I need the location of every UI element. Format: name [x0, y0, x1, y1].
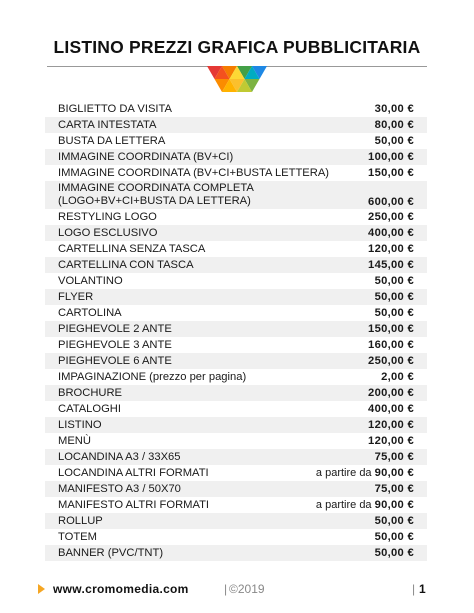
price-row-15: [45, 337, 427, 353]
item-price: 50,00 €: [374, 547, 414, 559]
item-price: 400,00 €: [368, 403, 414, 415]
item-price: 150,00 €: [368, 323, 414, 335]
price-row-27: [45, 529, 427, 545]
price-row-22: [45, 449, 427, 465]
item-price: 50,00 €: [374, 307, 414, 319]
price-row-3: [45, 133, 427, 149]
price-row-12: [45, 289, 427, 305]
price-row-21: [45, 433, 427, 449]
price-row-5: [45, 165, 427, 181]
item-label: VOLANTINO: [58, 274, 123, 287]
price-row-6: [45, 181, 427, 209]
item-label: BROCHURE: [58, 386, 123, 399]
item-price: 100,00 €: [368, 151, 414, 163]
item-label: LOCANDINA A3 / 33X65: [58, 450, 181, 463]
page-number: 1: [419, 582, 426, 596]
item-label: ROLLUP: [58, 514, 103, 527]
item-price: 120,00 €: [368, 419, 414, 431]
item-label: IMMAGINE COORDINATA (BV+CI+BUSTA LETTERA): [58, 166, 330, 179]
item-label: MANIFESTO ALTRI FORMATI: [58, 498, 210, 511]
item-note: a partire da: [315, 467, 372, 479]
price-row-11: [45, 273, 427, 289]
item-label: BUSTA DA LETTERA: [58, 134, 166, 147]
price-row-7: [45, 209, 427, 225]
price-row-4: [45, 149, 427, 165]
item-price: 75,00 €: [374, 451, 414, 463]
price-row-25: [45, 497, 427, 513]
price-row-13: [45, 305, 427, 321]
item-price: 250,00 €: [368, 355, 414, 367]
item-label: PIEGHEVOLE 2 ANTE: [58, 322, 172, 335]
price-list: [45, 101, 427, 561]
item-label: MENÙ: [58, 434, 91, 447]
item-label: FLYER: [58, 290, 94, 303]
item-label: IMPAGINAZIONE (prezzo per pagina): [58, 370, 247, 383]
price-row-9: [45, 241, 427, 257]
brand-triangle-logo: [207, 66, 267, 94]
item-price: 50,00 €: [374, 291, 414, 303]
item-label: CARTELLINA SENZA TASCA: [58, 242, 206, 255]
price-row-8: [45, 225, 427, 241]
item-label: CARTOLINA: [58, 306, 122, 319]
item-label: PIEGHEVOLE 6 ANTE: [58, 354, 172, 367]
item-label: MANIFESTO A3 / 50X70: [58, 482, 181, 495]
price-row-14: [45, 321, 427, 337]
item-label: CARTELLINA CON TASCA: [58, 258, 194, 271]
item-price: 75,00 €: [374, 483, 414, 495]
price-row-23: [45, 465, 427, 481]
item-label: PIEGHEVOLE 3 ANTE: [58, 338, 172, 351]
page-footer: [38, 581, 428, 597]
price-row-19: [45, 401, 427, 417]
item-price: 2,00 €: [381, 371, 414, 383]
item-price: 600,00 €: [368, 196, 414, 208]
item-price: 30,00 €: [374, 103, 414, 115]
item-price: 400,00 €: [368, 227, 414, 239]
footer-separator: |: [412, 582, 416, 596]
item-note: a partire da: [315, 499, 372, 511]
item-price: 90,00 €: [374, 499, 414, 511]
price-row-24: [45, 481, 427, 497]
item-price: 50,00 €: [374, 135, 414, 147]
item-label: CARTA INTESTATA: [58, 118, 157, 131]
price-row-1: [45, 101, 427, 117]
item-label: CATALOGHI: [58, 402, 121, 415]
item-label: LOGO ESCLUSIVO: [58, 226, 158, 239]
item-label: LISTINO: [58, 418, 102, 431]
item-price: 250,00 €: [368, 211, 414, 223]
item-price: 120,00 €: [368, 243, 414, 255]
copyright-year: ©2019: [229, 582, 265, 596]
item-label: IMMAGINE COORDINATA COMPLETA (LOGO+BV+CI+BUSTA DA LETTERA): [58, 182, 254, 207]
item-price: 50,00 €: [374, 515, 414, 527]
item-price: 50,00 €: [374, 531, 414, 543]
price-row-10: [45, 257, 427, 273]
item-label: BIGLIETTO DA VISITA: [58, 102, 172, 115]
item-price: 150,00 €: [368, 167, 414, 179]
item-price: 145,00 €: [368, 259, 414, 271]
price-row-17: [45, 369, 427, 385]
item-label: RESTYLING LOGO: [58, 210, 157, 223]
item-label: TOTEM: [58, 530, 97, 543]
item-price: 200,00 €: [368, 387, 414, 399]
arrow-right-icon: [38, 584, 45, 594]
price-row-28: [45, 545, 427, 561]
footer-separator: |: [224, 582, 228, 596]
price-row-26: [45, 513, 427, 529]
item-label: IMMAGINE COORDINATA (BV+CI): [58, 150, 234, 163]
price-row-2: [45, 117, 427, 133]
price-row-16: [45, 353, 427, 369]
price-row-20: [45, 417, 427, 433]
item-price: 80,00 €: [374, 119, 414, 131]
item-price: 50,00 €: [374, 275, 414, 287]
item-price: 120,00 €: [368, 435, 414, 447]
item-label: BANNER (PVC/TNT): [58, 546, 164, 559]
item-label: LOCANDINA ALTRI FORMATI: [58, 466, 209, 479]
item-price: 90,00 €: [374, 467, 414, 479]
price-row-18: [45, 385, 427, 401]
website-link[interactable]: www.cromomedia.com: [53, 582, 189, 596]
page-title: LISTINO PREZZI GRAFICA PUBBLICITARIA: [53, 37, 421, 57]
item-price: 160,00 €: [368, 339, 414, 351]
